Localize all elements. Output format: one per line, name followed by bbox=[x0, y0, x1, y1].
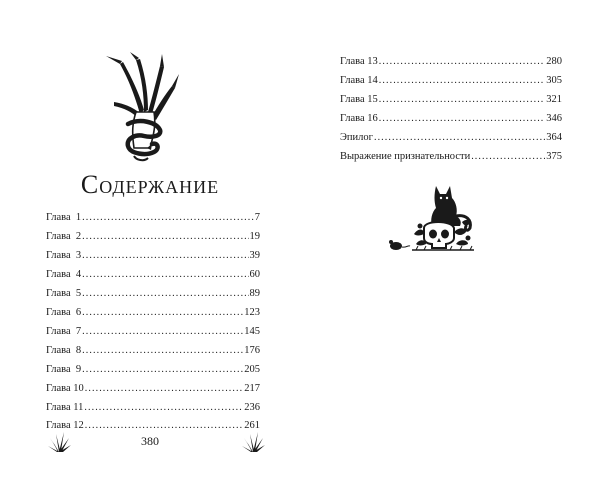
chapter-label: Глава 5 bbox=[46, 288, 82, 299]
toc-title: Содержание bbox=[80, 170, 220, 199]
toc-entry[interactable] bbox=[340, 111, 562, 127]
toc-entry[interactable] bbox=[340, 54, 562, 70]
dot-leader bbox=[82, 362, 243, 378]
dot-leader bbox=[84, 400, 243, 416]
dot-leader bbox=[82, 210, 254, 226]
chapter-page-number: 205 bbox=[244, 364, 260, 375]
toc-entry[interactable] bbox=[46, 324, 260, 340]
toc-entry[interactable] bbox=[46, 210, 260, 226]
chapter-page-number: 236 bbox=[244, 402, 260, 413]
toc-entry[interactable] bbox=[46, 248, 260, 264]
chapter-page-number: 7 bbox=[254, 212, 260, 223]
dot-leader bbox=[82, 305, 243, 321]
clawed-hand-illustration bbox=[100, 52, 180, 164]
chapter-page-number: 346 bbox=[546, 113, 562, 124]
dot-leader bbox=[379, 92, 545, 108]
toc-entry[interactable] bbox=[46, 418, 260, 434]
chapter-label: Глава 10 bbox=[46, 383, 84, 394]
dot-leader bbox=[379, 111, 545, 127]
chapter-label: Глава 2 bbox=[46, 231, 82, 242]
dot-leader bbox=[82, 324, 243, 340]
chapter-label: Глава 15 bbox=[340, 94, 378, 105]
dot-leader bbox=[82, 267, 248, 283]
chapter-page-number: 375 bbox=[546, 151, 562, 162]
toc-entry[interactable] bbox=[46, 229, 260, 245]
dot-leader bbox=[85, 418, 243, 434]
chapter-label: Глава 11 bbox=[46, 402, 84, 413]
chapter-page-number: 145 bbox=[244, 326, 260, 337]
chapter-page-number: 321 bbox=[546, 94, 562, 105]
toc-entry[interactable] bbox=[340, 149, 562, 165]
dot-leader bbox=[471, 149, 545, 165]
toc-entry[interactable] bbox=[340, 73, 562, 89]
chapter-label: Глава 14 bbox=[340, 75, 378, 86]
toc-entry[interactable] bbox=[46, 267, 260, 283]
chapter-page-number: 176 bbox=[244, 345, 260, 356]
chapter-page-number: 261 bbox=[244, 420, 260, 431]
chapter-label: Глава 7 bbox=[46, 326, 82, 337]
toc-entry[interactable] bbox=[46, 362, 260, 378]
dot-leader bbox=[82, 248, 248, 264]
dot-leader bbox=[374, 130, 545, 146]
chapter-label: Глава 12 bbox=[46, 420, 84, 431]
dot-leader bbox=[379, 54, 545, 70]
chapter-page-number: 123 bbox=[244, 307, 260, 318]
cat-on-skull-illustration bbox=[386, 182, 482, 254]
chapter-label: Глава 4 bbox=[46, 269, 82, 280]
dot-leader bbox=[82, 229, 248, 245]
chapter-page-number: 364 bbox=[546, 132, 562, 143]
chapter-page-number: 39 bbox=[249, 250, 260, 261]
chapter-label: Глава 13 bbox=[340, 56, 378, 67]
chapter-page-number: 89 bbox=[249, 288, 260, 299]
dot-leader bbox=[85, 381, 243, 397]
chapter-label: Глава 1 bbox=[46, 212, 82, 223]
chapter-page-number: 217 bbox=[244, 383, 260, 394]
chapter-page-number: 280 bbox=[546, 56, 562, 67]
chapter-page-number: 19 bbox=[249, 231, 260, 242]
page-number: 380 bbox=[141, 434, 159, 448]
toc-entry[interactable] bbox=[46, 400, 260, 416]
dot-leader bbox=[82, 286, 248, 302]
chapter-label: Глава 16 bbox=[340, 113, 378, 124]
chapter-label: Глава 8 bbox=[46, 345, 82, 356]
toc-entry[interactable] bbox=[46, 343, 260, 359]
chapter-label: Глава 9 bbox=[46, 364, 82, 375]
grass-tuft-icon bbox=[240, 430, 266, 452]
chapter-page-number: 60 bbox=[249, 269, 260, 280]
toc-entry[interactable] bbox=[340, 92, 562, 108]
toc-entry[interactable] bbox=[46, 305, 260, 321]
chapter-label: Глава 3 bbox=[46, 250, 82, 261]
toc-entry[interactable] bbox=[46, 381, 260, 397]
acknowledgements-label: Выражение признательности bbox=[340, 151, 471, 162]
dot-leader bbox=[379, 73, 545, 89]
toc-entry[interactable] bbox=[46, 286, 260, 302]
toc-entry[interactable] bbox=[340, 130, 562, 146]
epilogue-label: Эпилог bbox=[340, 132, 373, 143]
chapter-page-number: 305 bbox=[546, 75, 562, 86]
chapter-label: Глава 6 bbox=[46, 307, 82, 318]
dot-leader bbox=[82, 343, 243, 359]
